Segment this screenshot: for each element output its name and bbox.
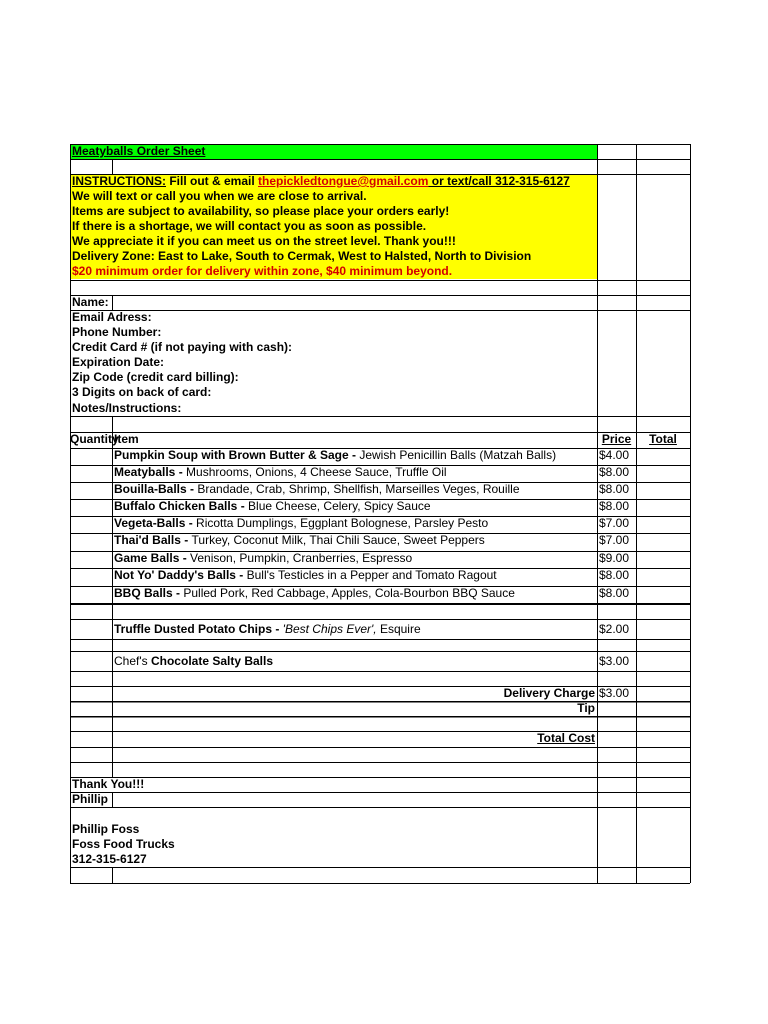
title-row	[70, 144, 690, 159]
quantity-cell[interactable]	[70, 516, 112, 533]
credit-card-label[interactable]: Credit Card # (if not paying with cash):	[72, 340, 293, 354]
total-cell[interactable]	[636, 482, 690, 499]
item-quote: 'Best Chips Ever',	[282, 622, 377, 636]
quantity-cell[interactable]	[70, 448, 112, 465]
item-quote-source: Esquire	[376, 622, 421, 636]
form-row-name	[70, 295, 690, 310]
total-cell[interactable]	[636, 651, 690, 671]
item-name: Buffalo Chicken Balls -	[114, 499, 249, 513]
total-cell[interactable]	[636, 448, 690, 465]
quantity-cell[interactable]	[70, 551, 112, 568]
notice-cell: If there is a shortage, we will contact you as soon as possible.	[70, 219, 597, 234]
item-description: Turkey, Coconut Milk, Thai Chili Sauce, Sweet Peppers	[191, 533, 485, 547]
item-name: Game Balls -	[114, 551, 191, 565]
delivery-zone-cell: Delivery Zone: East to Lake, South to Cermak, West to Halsted, North to Division	[70, 249, 597, 264]
quantity-header: Quantity	[70, 432, 119, 446]
item-header: Item	[114, 432, 139, 446]
item-name: Pumpkin Soup with Brown Butter & Sage -	[114, 448, 360, 462]
form-row-phone	[70, 325, 690, 340]
quantity-cell[interactable]	[70, 619, 112, 639]
notes-label[interactable]: Notes/Instructions:	[72, 401, 182, 415]
quantity-cell[interactable]	[70, 586, 112, 604]
item-price: $8.00	[599, 465, 630, 479]
form-row-notes	[70, 401, 690, 416]
price-header: Price	[601, 432, 632, 446]
menu-item-row	[70, 499, 690, 516]
item-price: $4.00	[599, 448, 630, 462]
signature-name: Phillip	[72, 792, 108, 806]
total-cell[interactable]	[636, 619, 690, 639]
chocolate-row	[70, 651, 690, 671]
quantity-cell[interactable]	[70, 499, 112, 516]
item-header-row	[70, 432, 690, 448]
item-price: $3.00	[599, 654, 630, 668]
menu-item-row	[70, 586, 690, 604]
item-price: $8.00	[599, 568, 630, 582]
tip-row	[70, 701, 690, 716]
item-cell	[112, 482, 597, 499]
quantity-cell[interactable]	[70, 482, 112, 499]
delivery-charge-row	[70, 686, 690, 701]
email-label[interactable]: Email Adress:	[72, 310, 152, 324]
item-name: Meatyballs -	[114, 465, 187, 479]
item-cell	[112, 533, 597, 551]
item-name: Thai'd Balls -	[114, 533, 192, 547]
item-name: Chocolate Salty Balls	[150, 654, 274, 668]
item-description: Bull's Testicles in a Pepper and Tomato Ragout	[246, 568, 497, 582]
closing-row	[70, 792, 690, 807]
closing-row	[70, 837, 690, 852]
item-price: $2.00	[599, 622, 630, 636]
delivery-charge-price: $3.00	[599, 686, 630, 700]
quantity-cell[interactable]	[70, 568, 112, 586]
total-cell[interactable]	[636, 533, 690, 551]
thank-you-text: Thank You!!!	[72, 777, 145, 791]
delivery-charge-label: Delivery Charge	[503, 686, 595, 700]
contact-phone: 312-315-6127	[72, 852, 147, 866]
notice-row	[70, 189, 690, 204]
notice-row	[70, 219, 690, 234]
total-cell[interactable]	[636, 516, 690, 533]
total-cell[interactable]	[636, 686, 690, 701]
quantity-cell[interactable]	[70, 465, 112, 482]
closing-row	[70, 822, 690, 837]
notice-cell: We will text or call you when we are close to arrival.	[70, 189, 597, 204]
tip-field[interactable]	[597, 701, 636, 716]
total-cell[interactable]	[636, 701, 690, 716]
item-name: Vegeta-Balls -	[114, 516, 197, 530]
closing-row	[70, 852, 690, 867]
item-description: Blue Cheese, Celery, Spicy Sauce	[248, 499, 431, 513]
item-price: $8.00	[599, 499, 630, 513]
expiration-label[interactable]: Expiration Date:	[72, 355, 165, 369]
zip-label[interactable]: Zip Code (credit card billing):	[72, 370, 239, 384]
item-price: $9.00	[599, 551, 630, 565]
title-cell	[70, 144, 597, 159]
instructions-text-2: or text/call 312-315-6127	[428, 174, 570, 188]
delivery-zone-row	[70, 249, 690, 264]
minimum-order-note: $20 minimum order for delivery within zone, $40 minimum beyond.	[70, 264, 597, 279]
notice-cell: We appreciate it if you can meet us on the street level. Thank you!!!	[70, 234, 597, 249]
menu-item-row	[70, 551, 690, 568]
item-cell	[112, 651, 597, 671]
item-price: $8.00	[599, 586, 630, 600]
instructions-row	[70, 174, 690, 189]
item-description: Jewish Penicillin Balls (Matzah Balls)	[359, 448, 557, 462]
total-cell[interactable]	[636, 568, 690, 586]
item-name: Truffle Dusted Potato Chips -	[114, 622, 283, 636]
phone-label[interactable]: Phone Number:	[72, 325, 162, 339]
form-row-email	[70, 310, 690, 325]
tip-label: Tip	[577, 701, 595, 715]
notice-row	[70, 204, 690, 219]
total-cell[interactable]	[636, 465, 690, 482]
item-price: $7.00	[599, 516, 630, 530]
item-name: BBQ Balls -	[114, 586, 184, 600]
email-link[interactable]: thepickledtongue@gmail.com	[258, 174, 429, 188]
item-cell	[112, 568, 597, 586]
instructions-text-1: Fill out & email	[166, 174, 259, 188]
company-name: Foss Food Trucks	[72, 837, 175, 851]
item-cell	[112, 619, 597, 639]
item-price: $8.00	[599, 482, 630, 496]
item-name: Not Yo' Daddy's Balls -	[114, 568, 247, 582]
name-field[interactable]	[112, 295, 597, 310]
menu-item-row	[70, 568, 690, 586]
menu-item-row	[70, 448, 690, 465]
item-name: Bouilla-Balls -	[114, 482, 198, 496]
total-cost-field[interactable]	[597, 731, 636, 747]
form-row-cvv	[70, 385, 690, 400]
total-cell[interactable]	[636, 499, 690, 516]
item-prefix: Chef's	[114, 654, 151, 668]
total-header: Total	[649, 432, 677, 446]
total-cell[interactable]	[636, 551, 690, 568]
minimum-row	[70, 264, 690, 279]
item-cell	[112, 516, 597, 533]
form-row-credit-card	[70, 340, 690, 355]
item-price: $7.00	[599, 533, 630, 547]
name-label: Name:	[72, 295, 109, 309]
total-cost-row	[70, 731, 690, 747]
item-cell	[112, 465, 597, 482]
item-description: Brandade, Crab, Shrimp, Shellfish, Marseilles Veges, Rouille	[197, 482, 520, 496]
item-description: Pulled Pork, Red Cabbage, Apples, Cola-Bourbon BBQ Sauce	[183, 586, 515, 600]
instructions-cell	[70, 174, 597, 189]
menu-item-row	[70, 482, 690, 499]
form-row-zip	[70, 370, 690, 385]
contact-name: Phillip Foss	[72, 822, 140, 836]
item-cell	[112, 586, 597, 604]
total-cell[interactable]	[636, 586, 690, 604]
item-cell	[112, 551, 597, 568]
item-cell	[112, 448, 597, 465]
chips-row	[70, 619, 690, 639]
quantity-cell[interactable]	[70, 651, 112, 671]
cvv-label[interactable]: 3 Digits on back of card:	[72, 385, 212, 399]
page-title: Meatyballs Order Sheet	[72, 144, 206, 158]
menu-item-row	[70, 465, 690, 482]
notice-cell: Items are subject to availability, so please place your orders early!	[70, 204, 597, 219]
item-cell	[112, 499, 597, 516]
total-cost-label: Total Cost	[537, 731, 595, 745]
closing-row	[70, 777, 690, 792]
menu-item-row	[70, 516, 690, 533]
notice-row	[70, 234, 690, 249]
menu-item-row	[70, 533, 690, 551]
item-description: Venison, Pumpkin, Cranberries, Espresso	[190, 551, 413, 565]
item-description: Ricotta Dumplings, Eggplant Bolognese, Parsley Pesto	[196, 516, 489, 530]
form-row-expiration	[70, 355, 690, 370]
item-description: Mushrooms, Onions, 4 Cheese Sauce, Truffle Oil	[186, 465, 447, 479]
instructions-label: INSTRUCTIONS:	[72, 174, 166, 188]
quantity-cell[interactable]	[70, 533, 112, 551]
